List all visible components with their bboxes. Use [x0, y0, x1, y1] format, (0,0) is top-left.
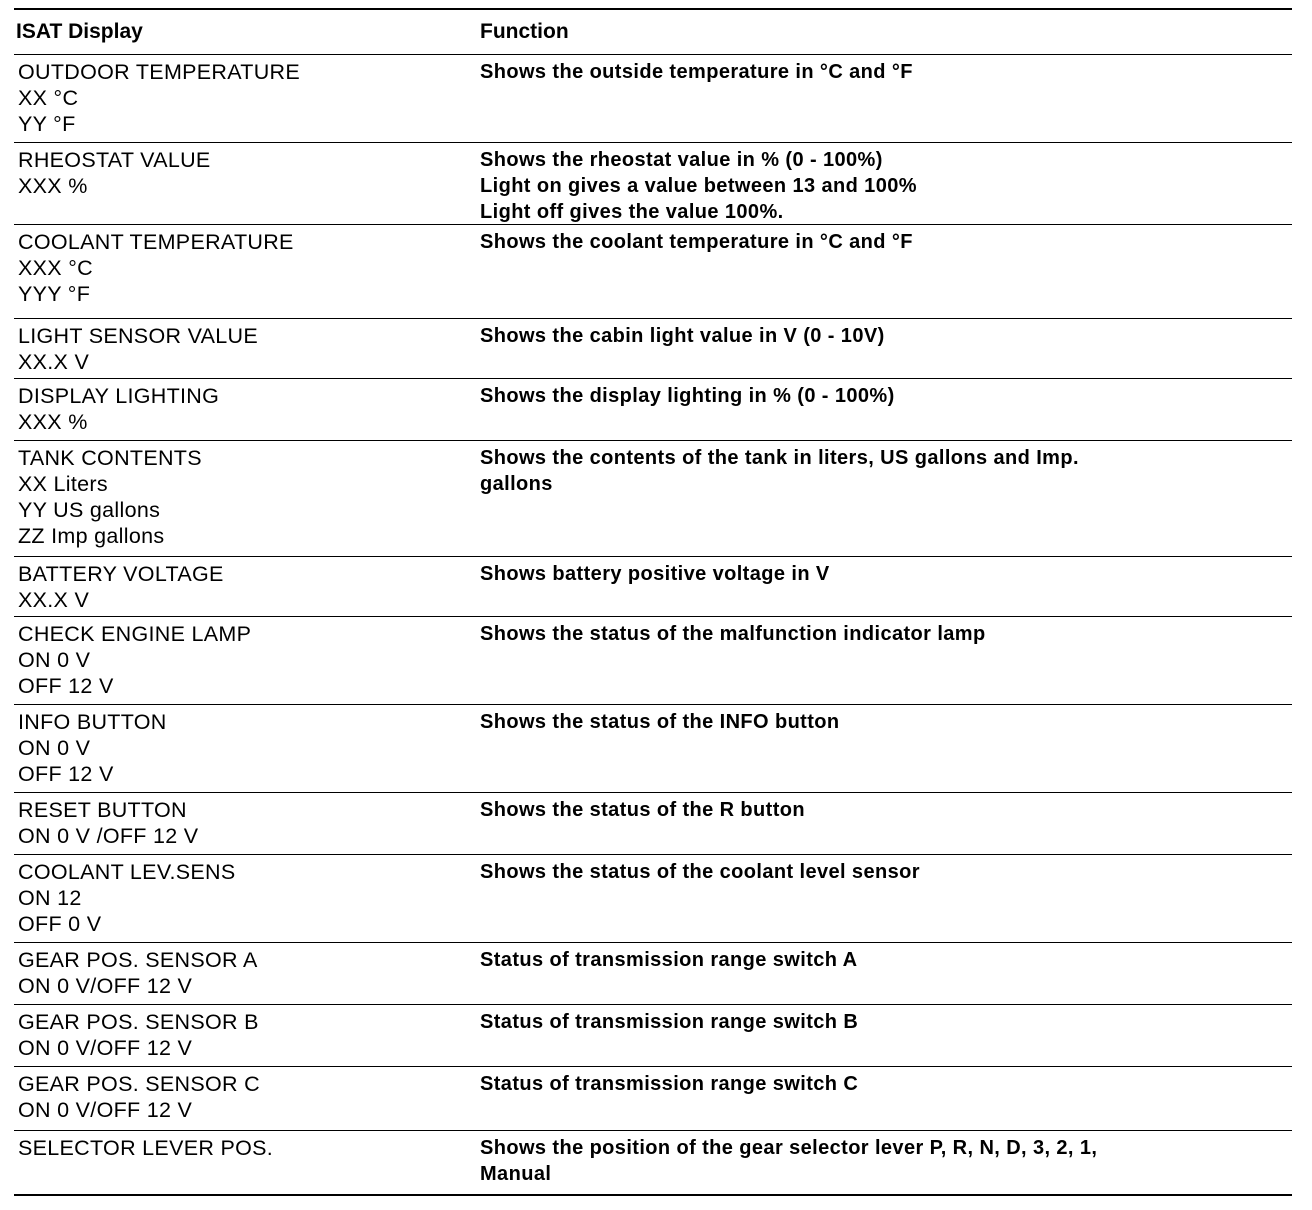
- display-line: OUTDOOR TEMPERATURE: [18, 60, 301, 84]
- function-cell: [480, 229, 1280, 255]
- display-line: ON 0 V /OFF 12 V: [18, 824, 199, 848]
- function-cell: [480, 947, 1280, 973]
- function-line: Shows the rheostat value in % (0 - 100%): [480, 149, 883, 171]
- table-row: [14, 616, 1292, 704]
- function-cell: [480, 859, 1280, 885]
- isat-display-cell: [18, 147, 468, 199]
- function-line: Shows the outside temperature in °C and °F: [480, 61, 913, 83]
- function-cell: [480, 147, 1280, 225]
- display-line: OFF 0 V: [18, 912, 102, 936]
- display-line: ON 0 V: [18, 648, 91, 672]
- table-row: [14, 792, 1292, 854]
- isat-display-cell: [18, 621, 468, 699]
- table-top-rule: [14, 8, 1292, 10]
- function-cell: [480, 797, 1280, 823]
- function-line: Shows the status of the INFO button: [480, 711, 840, 733]
- display-line: GEAR POS. SENSOR B: [18, 1010, 259, 1034]
- display-line: XXX %: [18, 174, 88, 198]
- function-cell: [480, 621, 1280, 647]
- display-line: YY °F: [18, 112, 76, 136]
- display-line: ON 0 V: [18, 736, 91, 760]
- display-line: CHECK ENGINE LAMP: [18, 622, 252, 646]
- function-line: Shows the coolant temperature in °C and °F: [480, 231, 913, 253]
- function-line: Status of transmission range switch B: [480, 1011, 859, 1033]
- function-cell: [480, 709, 1280, 735]
- display-line: LIGHT SENSOR VALUE: [18, 324, 258, 348]
- display-line: XX Liters: [18, 472, 108, 496]
- function-line: Shows battery positive voltage in V: [480, 563, 830, 585]
- isat-display-cell: [18, 1009, 468, 1061]
- header-function: Function: [480, 20, 569, 43]
- display-line: YYY °F: [18, 282, 91, 306]
- display-line: OFF 12 V: [18, 762, 114, 786]
- display-line: TANK CONTENTS: [18, 446, 202, 470]
- display-line: BATTERY VOLTAGE: [18, 562, 224, 586]
- isat-display-cell: [18, 561, 468, 613]
- isat-display-cell: [18, 1071, 468, 1123]
- display-line: OFF 12 V: [18, 674, 114, 698]
- isat-display-cell: [18, 1135, 468, 1161]
- isat-display-cell: [18, 947, 468, 999]
- function-line: Shows the position of the gear selector lever P, R, N, D, 3, 2, 1,: [480, 1137, 1098, 1159]
- function-line: Light on gives a value between 13 and 100%: [480, 175, 917, 197]
- isat-display-cell: [18, 859, 468, 937]
- function-cell: [480, 1009, 1280, 1035]
- display-line: DISPLAY LIGHTING: [18, 384, 220, 408]
- function-line: Shows the status of the R button: [480, 799, 806, 821]
- display-line: XX.X V: [18, 588, 90, 612]
- function-cell: [480, 1135, 1280, 1187]
- display-line: GEAR POS. SENSOR A: [18, 948, 258, 972]
- display-line: YY US gallons: [18, 498, 161, 522]
- isat-display-cell: [18, 59, 468, 137]
- display-line: ZZ Imp gallons: [18, 524, 165, 548]
- table-row: [14, 224, 1292, 318]
- table-row: [14, 318, 1292, 378]
- table-row: [14, 1004, 1292, 1066]
- display-line: INFO BUTTON: [18, 710, 167, 734]
- function-cell: [480, 561, 1280, 587]
- table-row: [14, 142, 1292, 224]
- display-line: XX.X V: [18, 350, 90, 374]
- display-line: XXX °C: [18, 256, 93, 280]
- display-line: ON 0 V/OFF 12 V: [18, 974, 193, 998]
- function-line: Manual: [480, 1163, 552, 1185]
- isat-display-cell: [18, 229, 468, 307]
- table-row: [14, 1130, 1292, 1196]
- display-line: RHEOSTAT VALUE: [18, 148, 211, 172]
- function-line: Light off gives the value 100%.: [480, 201, 784, 223]
- display-line: GEAR POS. SENSOR C: [18, 1072, 260, 1096]
- function-cell: [480, 445, 1280, 497]
- table-row: [14, 54, 1292, 142]
- display-line: XX °C: [18, 86, 79, 110]
- function-cell: [480, 323, 1280, 349]
- isat-display-cell: [18, 383, 468, 435]
- table-row: [14, 440, 1292, 556]
- table-row: [14, 854, 1292, 942]
- function-cell: [480, 383, 1280, 409]
- header-isat-display: ISAT Display: [16, 20, 143, 43]
- isat-display-cell: [18, 797, 468, 849]
- display-line: COOLANT LEV.SENS: [18, 860, 236, 884]
- function-line: gallons: [480, 473, 553, 495]
- function-line: Status of transmission range switch A: [480, 949, 858, 971]
- table-header: [14, 20, 1292, 46]
- display-line: RESET BUTTON: [18, 798, 187, 822]
- function-cell: [480, 1071, 1280, 1097]
- display-line: COOLANT TEMPERATURE: [18, 230, 294, 254]
- table-row: [14, 704, 1292, 792]
- function-line: Shows the cabin light value in V (0 - 10V): [480, 325, 885, 347]
- display-line: ON 12: [18, 886, 82, 910]
- isat-display-cell: [18, 323, 468, 375]
- display-line: ON 0 V/OFF 12 V: [18, 1036, 193, 1060]
- table-row: [14, 1066, 1292, 1130]
- table-row: [14, 378, 1292, 440]
- function-line: Shows the contents of the tank in liters, US gallons and Imp.: [480, 447, 1079, 469]
- display-line: ON 0 V/OFF 12 V: [18, 1098, 193, 1122]
- function-line: Shows the status of the malfunction indicator lamp: [480, 623, 986, 645]
- display-line: SELECTOR LEVER POS.: [18, 1136, 274, 1160]
- table-row: [14, 942, 1292, 1004]
- function-line: Status of transmission range switch C: [480, 1073, 859, 1095]
- display-line: XXX %: [18, 410, 88, 434]
- function-line: Shows the status of the coolant level sensor: [480, 861, 920, 883]
- isat-display-cell: [18, 709, 468, 787]
- function-cell: [480, 59, 1280, 85]
- isat-display-cell: [18, 445, 468, 549]
- function-line: Shows the display lighting in % (0 - 100%): [480, 385, 895, 407]
- table-row: [14, 556, 1292, 616]
